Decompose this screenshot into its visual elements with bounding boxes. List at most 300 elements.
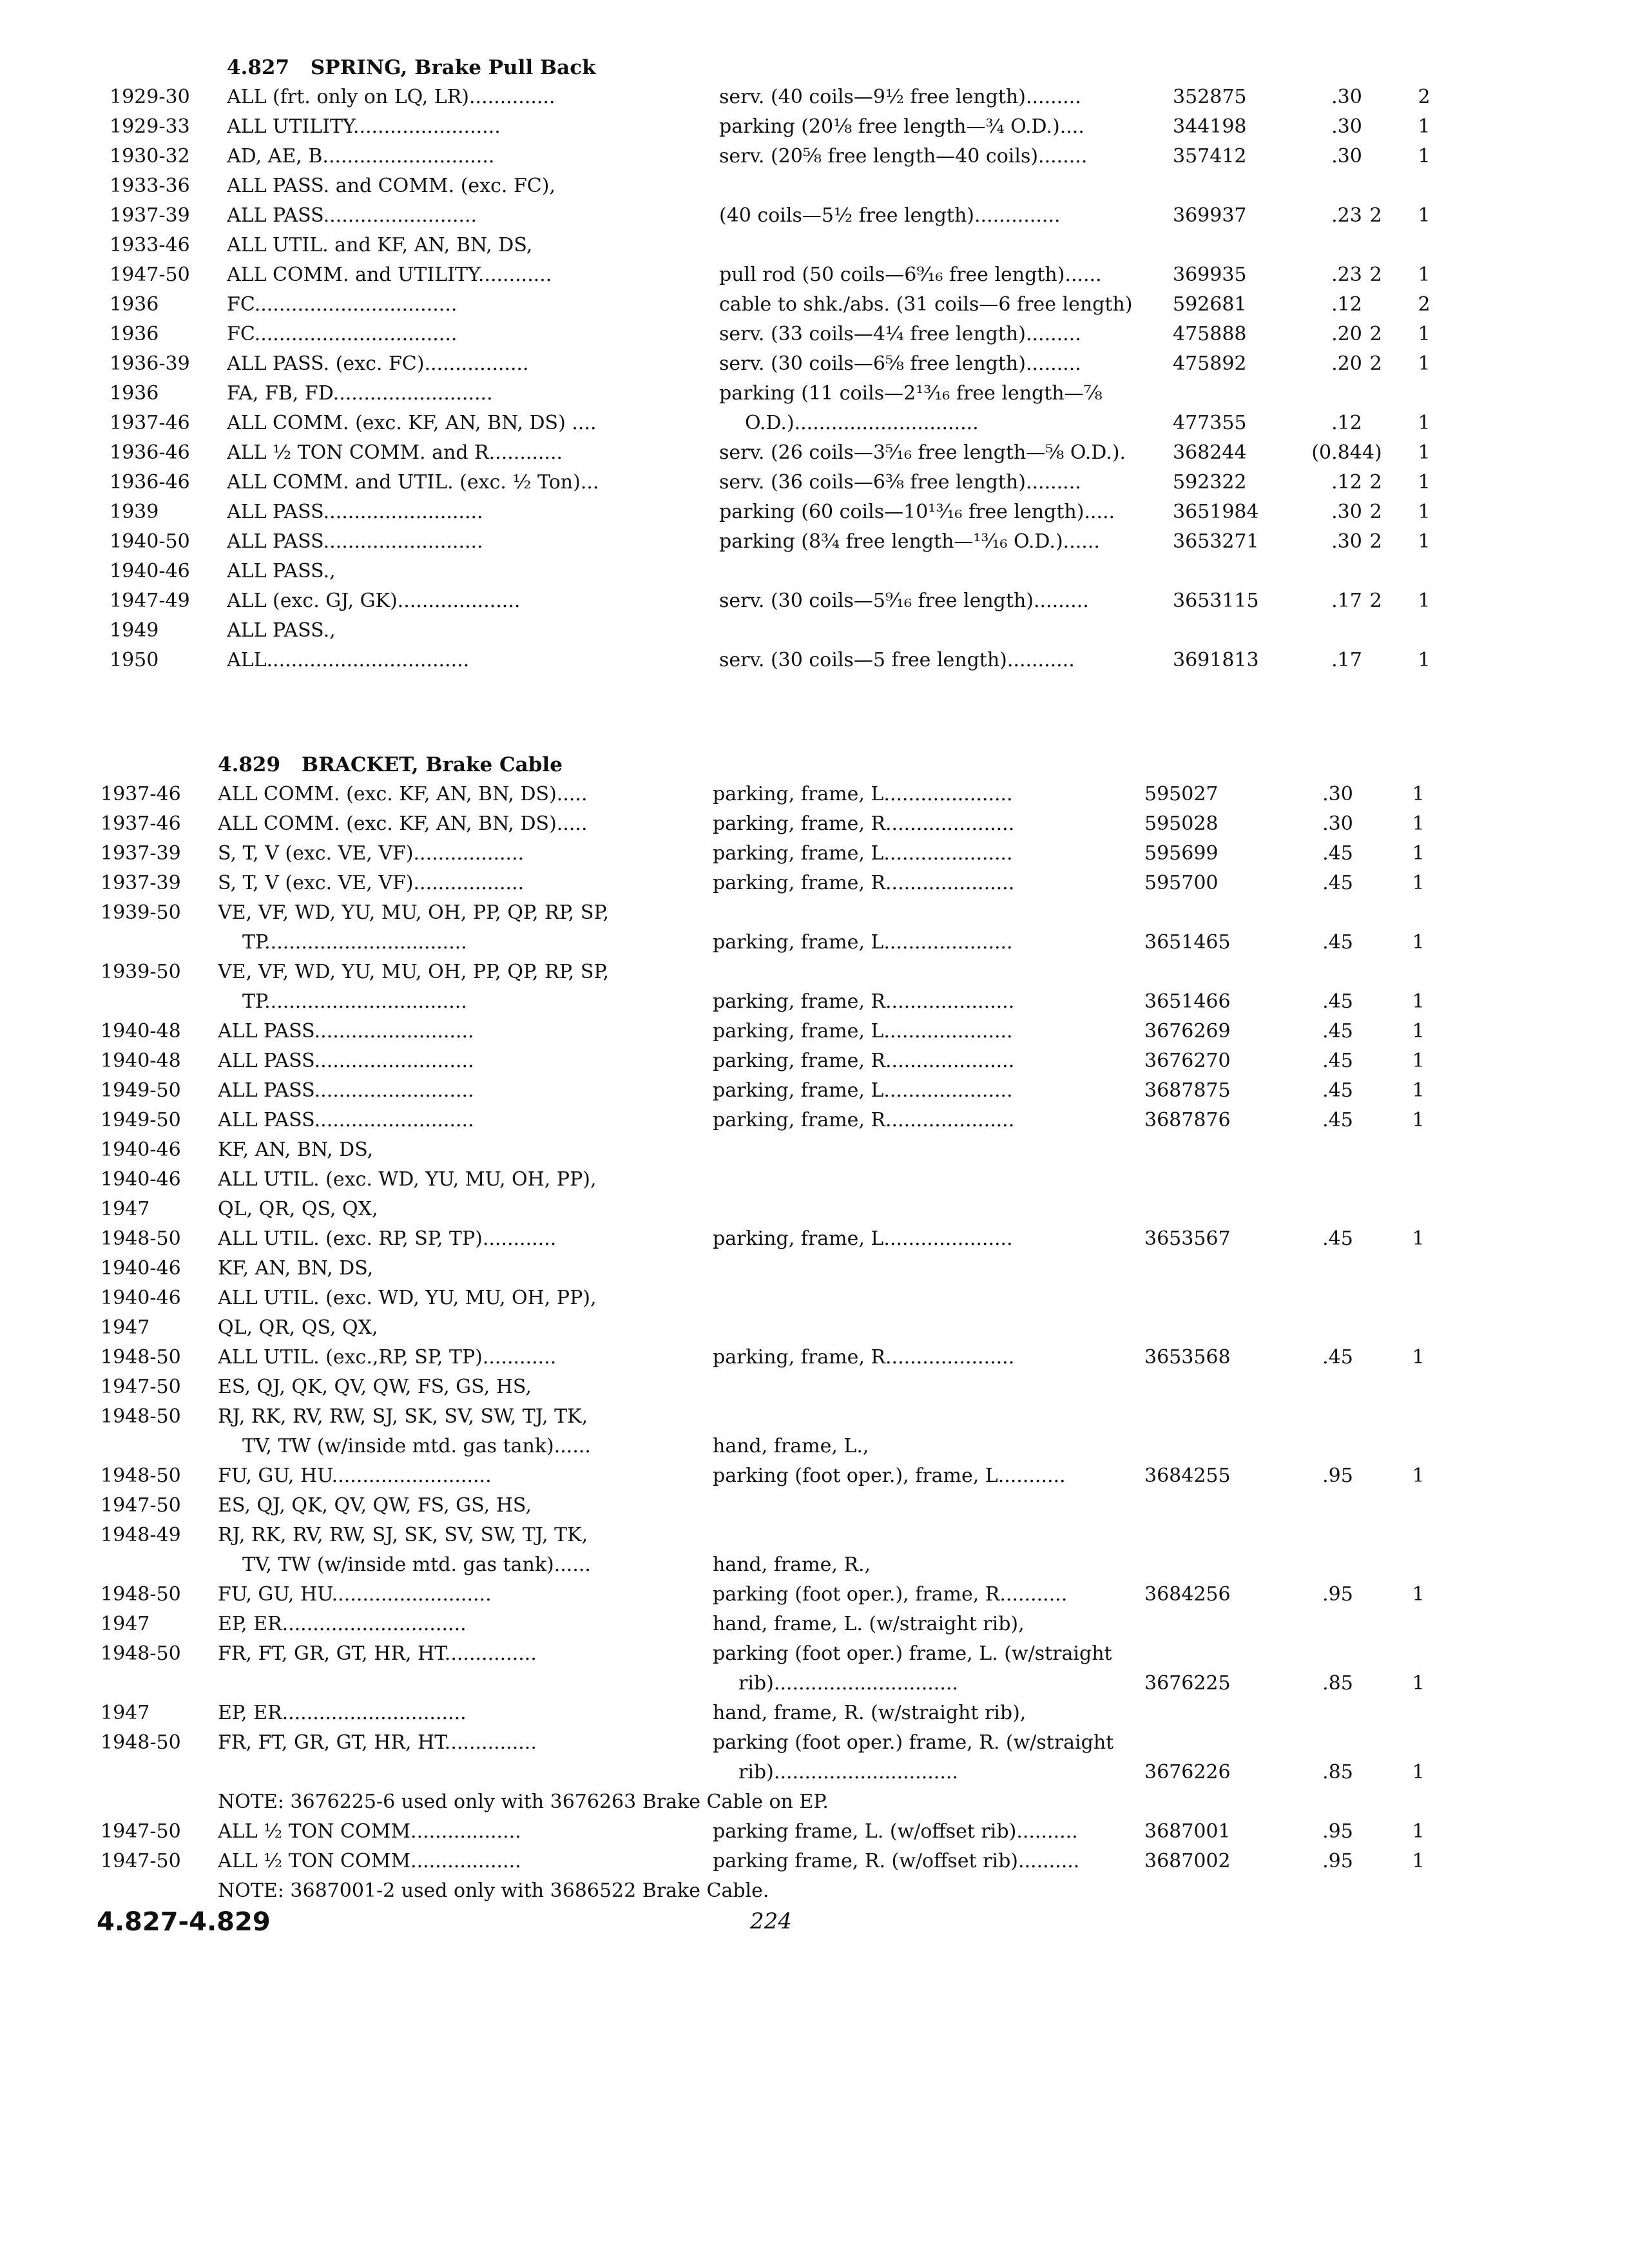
description-cell: parking frame, L. (w/offset rib).......... bbox=[713, 1820, 1078, 1843]
section-title: SPRING, Brake Pull Back bbox=[310, 56, 596, 79]
table-row bbox=[110, 646, 1592, 675]
description-cell: hand, frame, L., bbox=[713, 1435, 869, 1457]
table-row bbox=[101, 1343, 1583, 1372]
table-row bbox=[101, 1046, 1583, 1076]
model-cell: FC................................. bbox=[227, 323, 458, 345]
description-cell: parking, frame, R..................... bbox=[713, 872, 1015, 894]
model-cell: S, T, V (exc. VE, VF).................. bbox=[218, 872, 525, 894]
model-cell: KF, AN, BN, DS, bbox=[218, 1139, 374, 1161]
table-row bbox=[110, 379, 1592, 408]
price-cell: .45 bbox=[1322, 872, 1353, 894]
description-cell: O.D.).............................. bbox=[745, 412, 979, 434]
table-row bbox=[101, 898, 1583, 928]
model-cell: EP, ER.............................. bbox=[218, 1613, 467, 1635]
year-cell: 1936 bbox=[110, 323, 159, 345]
quantity-b-cell: 1 bbox=[1412, 1820, 1425, 1843]
section-title: BRACKET, Brake Cable bbox=[301, 753, 563, 776]
table-row bbox=[101, 1580, 1583, 1610]
quantity-a-cell: 2 bbox=[1369, 264, 1382, 286]
description-cell: parking (8¾ free length—¹³⁄₁₆ O.D.)...... bbox=[719, 530, 1100, 553]
year-cell: 1929-33 bbox=[110, 115, 190, 138]
part-number-cell: 595028 bbox=[1144, 812, 1219, 835]
model-cell: ALL (exc. GJ, GK).................... bbox=[227, 590, 521, 612]
model-cell: ALL COMM. and UTILITY............ bbox=[227, 264, 552, 286]
model-cell: TP................................. bbox=[242, 990, 467, 1013]
year-cell: 1937-46 bbox=[110, 412, 190, 434]
description-cell: parking (60 coils—10¹³⁄₁₆ free length)..... bbox=[719, 501, 1115, 523]
part-number-cell: 3676225 bbox=[1144, 1672, 1231, 1695]
model-cell: ALL PASS. and COMM. (exc. FC), bbox=[227, 175, 555, 197]
year-cell: 1936 bbox=[110, 382, 159, 405]
year-cell: 1940-48 bbox=[101, 1050, 181, 1072]
part-number-cell: 595700 bbox=[1144, 872, 1219, 894]
year-cell: 1937-39 bbox=[101, 872, 181, 894]
table-row bbox=[110, 231, 1592, 260]
description-cell: cable to shk./abs. (31 coils—6 free length) bbox=[719, 293, 1133, 316]
year-cell: 1929-30 bbox=[110, 86, 190, 108]
model-cell: ALL PASS......................... bbox=[227, 204, 477, 227]
description-cell: parking, frame, L..................... bbox=[713, 842, 1013, 865]
quantity-b-cell: 1 bbox=[1412, 1761, 1425, 1783]
description-cell: parking, frame, R..................... bbox=[713, 1109, 1015, 1131]
model-cell: ALL PASS.......................... bbox=[218, 1050, 474, 1072]
description-cell: parking, frame, L..................... bbox=[713, 1079, 1013, 1102]
model-cell: FR, FT, GR, GT, HR, HT............... bbox=[218, 1731, 537, 1754]
quantity-b-cell: 1 bbox=[1418, 471, 1431, 494]
table-row bbox=[110, 260, 1592, 290]
table-row bbox=[110, 349, 1592, 379]
table-row bbox=[101, 987, 1583, 1017]
part-number-cell: 592322 bbox=[1173, 471, 1247, 494]
description-cell: parking (foot oper.), frame, L........... bbox=[713, 1465, 1066, 1487]
table-row bbox=[101, 1669, 1583, 1698]
part-number-cell: 3651984 bbox=[1173, 501, 1259, 523]
table-row bbox=[110, 527, 1592, 557]
table-row bbox=[101, 1106, 1583, 1135]
model-cell: ALL COMM. (exc. KF, AN, BN, DS)..... bbox=[218, 783, 588, 805]
table-row bbox=[101, 1076, 1583, 1106]
catalog-note: NOTE: 3687001-2 used only with 3686522 Brake Cable. bbox=[218, 1879, 769, 1902]
price-cell: .45 bbox=[1322, 931, 1353, 954]
year-cell: 1937-46 bbox=[101, 812, 181, 835]
description-cell: serv. (33 coils—4¼ free length)......... bbox=[719, 323, 1081, 345]
model-cell: ALL PASS.......................... bbox=[218, 1020, 474, 1043]
description-cell: parking, frame, R..................... bbox=[713, 990, 1015, 1013]
quantity-b-cell: 1 bbox=[1418, 501, 1431, 523]
model-cell: ALL ½ TON COMM. and R............ bbox=[227, 441, 563, 464]
price-cell: .95 bbox=[1322, 1465, 1353, 1487]
price-cell: .30 bbox=[1331, 145, 1362, 168]
quantity-b-cell: 1 bbox=[1418, 441, 1431, 464]
quantity-b-cell: 1 bbox=[1412, 1050, 1425, 1072]
description-cell: hand, frame, L. (w/straight rib), bbox=[713, 1613, 1025, 1635]
year-cell: 1948-50 bbox=[101, 1405, 181, 1428]
model-cell: ALL COMM. (exc. KF, AN, BN, DS) .... bbox=[227, 412, 597, 434]
quantity-b-cell: 1 bbox=[1412, 872, 1425, 894]
table-row bbox=[101, 1758, 1583, 1787]
model-cell: ALL PASS.......................... bbox=[227, 530, 483, 553]
table-row bbox=[101, 1491, 1583, 1521]
model-cell: TV, TW (w/inside mtd. gas tank)...... bbox=[242, 1553, 591, 1576]
year-cell: 1936 bbox=[110, 293, 159, 316]
description-cell: serv. (40 coils—9½ free length)......... bbox=[719, 86, 1081, 108]
price-cell: .45 bbox=[1322, 1109, 1353, 1131]
quantity-b-cell: 1 bbox=[1418, 412, 1431, 434]
section-spring-brake-pull-back bbox=[110, 53, 1592, 675]
quantity-b-cell: 1 bbox=[1412, 1227, 1425, 1250]
year-cell: 1947-49 bbox=[110, 590, 190, 612]
quantity-a-cell: 2 bbox=[1369, 590, 1382, 612]
price-cell: .45 bbox=[1322, 842, 1353, 865]
part-number-cell: 3687001 bbox=[1144, 1820, 1231, 1843]
model-cell: TP................................. bbox=[242, 931, 467, 954]
year-cell: 1948-50 bbox=[101, 1465, 181, 1487]
year-cell: 1940-48 bbox=[101, 1020, 181, 1043]
year-cell: 1933-46 bbox=[110, 234, 190, 256]
description-cell: serv. (30 coils—5⁹⁄₁₆ free length)......... bbox=[719, 590, 1089, 612]
model-cell: RJ, RK, RV, RW, SJ, SK, SV, SW, TJ, TK, bbox=[218, 1524, 588, 1546]
model-cell: FC................................. bbox=[227, 293, 458, 316]
model-cell: VE, VF, WD, YU, MU, OH, PP, QP, RP, SP, bbox=[218, 961, 610, 983]
quantity-b-cell: 1 bbox=[1412, 1346, 1425, 1369]
model-cell: AD, AE, B............................ bbox=[227, 145, 495, 168]
part-number-cell: 368244 bbox=[1173, 441, 1247, 464]
price-cell: .17 bbox=[1331, 590, 1362, 612]
description-cell: parking frame, R. (w/offset rib).......... bbox=[713, 1850, 1080, 1872]
quantity-b-cell: 1 bbox=[1418, 590, 1431, 612]
year-cell: 1948-50 bbox=[101, 1731, 181, 1754]
table-row bbox=[101, 1372, 1583, 1402]
quantity-b-cell: 1 bbox=[1418, 352, 1431, 375]
year-cell: 1947 bbox=[101, 1316, 150, 1339]
quantity-a-cell: 2 bbox=[1369, 204, 1382, 227]
quantity-b-cell: 1 bbox=[1412, 1079, 1425, 1102]
footer-page-number: 224 bbox=[750, 1908, 792, 1934]
year-cell: 1937-39 bbox=[110, 204, 190, 227]
year-cell: 1948-50 bbox=[101, 1642, 181, 1665]
year-cell: 1940-46 bbox=[101, 1257, 181, 1280]
table-row bbox=[101, 809, 1583, 839]
quantity-a-cell: 2 bbox=[1369, 323, 1382, 345]
year-cell: 1947-50 bbox=[101, 1820, 181, 1843]
part-number-cell: 595027 bbox=[1144, 783, 1219, 805]
table-row bbox=[110, 557, 1592, 586]
year-cell: 1950 bbox=[110, 649, 159, 671]
description-cell: rib).............................. bbox=[738, 1672, 958, 1695]
description-cell: parking, frame, L..................... bbox=[713, 1020, 1013, 1043]
model-cell: ALL UTIL. (exc. RP, SP, TP)............ bbox=[218, 1227, 557, 1250]
model-cell: FR, FT, GR, GT, HR, HT............... bbox=[218, 1642, 537, 1665]
model-cell: ALL UTIL. (exc.,RP, SP, TP)............ bbox=[218, 1346, 557, 1369]
quantity-a-cell: 2 bbox=[1369, 471, 1382, 494]
price-cell: .95 bbox=[1322, 1583, 1353, 1606]
price-cell: .45 bbox=[1322, 1050, 1353, 1072]
catalog-note: NOTE: 3676225-6 used only with 3676263 Brake Cable on EP. bbox=[218, 1791, 829, 1813]
year-cell: 1947-50 bbox=[101, 1494, 181, 1517]
price-cell: .45 bbox=[1322, 1020, 1353, 1043]
table-row bbox=[110, 320, 1592, 349]
table-row bbox=[101, 1313, 1583, 1343]
price-cell: .30 bbox=[1331, 86, 1362, 108]
table-row bbox=[110, 290, 1592, 320]
model-cell: FU, GU, HU.......................... bbox=[218, 1583, 492, 1606]
model-cell: ALL PASS.......................... bbox=[218, 1079, 474, 1102]
year-cell: 1937-39 bbox=[101, 842, 181, 865]
price-cell: .30 bbox=[1322, 783, 1353, 805]
description-cell: parking (11 coils—2¹³⁄₁₆ free length—⅞ bbox=[719, 382, 1103, 405]
parts-list bbox=[101, 780, 1583, 1906]
quantity-b-cell: 1 bbox=[1418, 115, 1431, 138]
price-cell: .95 bbox=[1322, 1820, 1353, 1843]
model-cell: ALL ½ TON COMM.................. bbox=[218, 1850, 521, 1872]
part-number-cell: 3676226 bbox=[1144, 1761, 1231, 1783]
model-cell: ALL ½ TON COMM.................. bbox=[218, 1820, 521, 1843]
description-cell: parking (foot oper.) frame, R. (w/straight bbox=[713, 1731, 1114, 1754]
year-cell: 1947 bbox=[101, 1702, 150, 1724]
description-cell: pull rod (50 coils—6⁹⁄₁₆ free length)...... bbox=[719, 264, 1102, 286]
price-cell: .23 bbox=[1331, 264, 1362, 286]
table-row bbox=[110, 586, 1592, 616]
description-cell: serv. (20⅝ free length—40 coils)........ bbox=[719, 145, 1088, 168]
part-number-cell: 3684255 bbox=[1144, 1465, 1231, 1487]
price-cell: .45 bbox=[1322, 990, 1353, 1013]
quantity-b-cell: 1 bbox=[1412, 1109, 1425, 1131]
table-row bbox=[110, 497, 1592, 527]
part-number-cell: 3653271 bbox=[1173, 530, 1259, 553]
table-row bbox=[101, 1432, 1583, 1461]
year-cell: 1939-50 bbox=[101, 901, 181, 924]
description-cell: parking, frame, L..................... bbox=[713, 783, 1013, 805]
table-row bbox=[101, 1817, 1583, 1847]
model-cell: ALL UTIL. (exc. WD, YU, MU, OH, PP), bbox=[218, 1287, 597, 1309]
year-cell: 1940-50 bbox=[110, 530, 190, 553]
model-cell: ALL UTIL. (exc. WD, YU, MU, OH, PP), bbox=[218, 1168, 597, 1191]
model-cell: ALL................................. bbox=[227, 649, 470, 671]
table-row bbox=[101, 869, 1583, 898]
year-cell: 1948-50 bbox=[101, 1227, 181, 1250]
table-row bbox=[101, 780, 1583, 809]
quantity-b-cell: 1 bbox=[1418, 323, 1431, 345]
model-cell: ES, QJ, QK, QV, QW, FS, GS, HS, bbox=[218, 1376, 532, 1398]
table-row bbox=[101, 1254, 1583, 1283]
quantity-b-cell: 1 bbox=[1412, 1672, 1425, 1695]
quantity-b-cell: 2 bbox=[1418, 86, 1431, 108]
section-bracket-brake-cable bbox=[101, 750, 1583, 1906]
year-cell: 1936-39 bbox=[110, 352, 190, 375]
quantity-b-cell: 2 bbox=[1418, 293, 1431, 316]
table-row bbox=[110, 112, 1592, 142]
year-cell: 1937-46 bbox=[101, 783, 181, 805]
year-cell: 1939-50 bbox=[101, 961, 181, 983]
table-row bbox=[110, 438, 1592, 468]
model-cell: FA, FB, FD.......................... bbox=[227, 382, 493, 405]
year-cell: 1949 bbox=[110, 619, 159, 642]
table-row bbox=[101, 957, 1583, 987]
model-cell: FU, GU, HU.......................... bbox=[218, 1465, 492, 1487]
year-cell: 1930-32 bbox=[110, 145, 190, 168]
price-cell: .85 bbox=[1322, 1672, 1353, 1695]
description-cell: (40 coils—5½ free length).............. bbox=[719, 204, 1061, 227]
price-cell: .20 bbox=[1331, 323, 1362, 345]
table-row bbox=[101, 1521, 1583, 1550]
model-cell: S, T, V (exc. VE, VF).................. bbox=[218, 842, 525, 865]
quantity-a-cell: 2 bbox=[1369, 501, 1382, 523]
part-number-cell: 3676270 bbox=[1144, 1050, 1231, 1072]
quantity-b-cell: 1 bbox=[1412, 842, 1425, 865]
quantity-b-cell: 1 bbox=[1412, 990, 1425, 1013]
price-cell: .45 bbox=[1322, 1346, 1353, 1369]
description-cell: hand, frame, R. (w/straight rib), bbox=[713, 1702, 1027, 1724]
model-cell: QL, QR, QS, QX, bbox=[218, 1316, 378, 1339]
quantity-a-cell: 2 bbox=[1369, 352, 1382, 375]
table-row bbox=[101, 1639, 1583, 1669]
price-cell: .95 bbox=[1322, 1850, 1353, 1872]
description-cell: parking (foot oper.) frame, L. (w/straight bbox=[713, 1642, 1112, 1665]
price-cell: .12 bbox=[1331, 412, 1362, 434]
description-cell: parking (foot oper.), frame, R........... bbox=[713, 1583, 1068, 1606]
model-cell: RJ, RK, RV, RW, SJ, SK, SV, SW, TJ, TK, bbox=[218, 1405, 588, 1428]
model-cell: ALL UTILITY........................ bbox=[227, 115, 501, 138]
part-number-cell: 344198 bbox=[1173, 115, 1247, 138]
price-cell: .30 bbox=[1331, 115, 1362, 138]
year-cell: 1947-50 bbox=[110, 264, 190, 286]
price-cell: .30 bbox=[1331, 501, 1362, 523]
quantity-b-cell: 1 bbox=[1412, 783, 1425, 805]
model-cell: KF, AN, BN, DS, bbox=[218, 1257, 374, 1280]
price-cell: .23 bbox=[1331, 204, 1362, 227]
model-cell: ALL (frt. only on LQ, LR).............. bbox=[227, 86, 555, 108]
price-cell: (0.844) bbox=[1311, 441, 1382, 464]
year-cell: 1936-46 bbox=[110, 441, 190, 464]
year-cell: 1947-50 bbox=[101, 1376, 181, 1398]
year-cell: 1940-46 bbox=[101, 1168, 181, 1191]
part-number-cell: 592681 bbox=[1173, 293, 1247, 316]
part-number-cell: 3651465 bbox=[1144, 931, 1231, 954]
description-cell: parking, frame, R..................... bbox=[713, 1050, 1015, 1072]
year-cell: 1947-50 bbox=[101, 1850, 181, 1872]
description-cell: parking, frame, R..................... bbox=[713, 1346, 1015, 1369]
model-cell: ALL PASS. (exc. FC)................. bbox=[227, 352, 529, 375]
part-number-cell: 3653115 bbox=[1173, 590, 1259, 612]
year-cell: 1940-46 bbox=[101, 1287, 181, 1309]
year-cell: 1933-36 bbox=[110, 175, 190, 197]
part-number-cell: 475892 bbox=[1173, 352, 1247, 375]
description-cell: parking, frame, L..................... bbox=[713, 931, 1013, 954]
description-cell: serv. (30 coils—6⅝ free length)......... bbox=[719, 352, 1081, 375]
year-cell: 1936-46 bbox=[110, 471, 190, 494]
year-cell: 1940-46 bbox=[101, 1139, 181, 1161]
model-cell: ALL PASS.......................... bbox=[218, 1109, 474, 1131]
description-cell: hand, frame, R., bbox=[713, 1553, 871, 1576]
table-row bbox=[101, 1402, 1583, 1432]
model-cell: ALL PASS., bbox=[227, 619, 336, 642]
table-row bbox=[101, 1550, 1583, 1580]
quantity-b-cell: 1 bbox=[1412, 931, 1425, 954]
quantity-b-cell: 1 bbox=[1418, 204, 1431, 227]
year-cell: 1948-50 bbox=[101, 1346, 181, 1369]
table-row bbox=[110, 616, 1592, 646]
table-row bbox=[110, 408, 1592, 438]
year-cell: 1949-50 bbox=[101, 1109, 181, 1131]
model-cell: ALL PASS., bbox=[227, 560, 336, 582]
part-number-cell: 3687875 bbox=[1144, 1079, 1231, 1102]
model-cell: ALL COMM. (exc. KF, AN, BN, DS)..... bbox=[218, 812, 588, 835]
table-row bbox=[101, 928, 1583, 957]
year-cell: 1939 bbox=[110, 501, 159, 523]
part-number-cell: 3691813 bbox=[1173, 649, 1259, 671]
table-row bbox=[101, 1461, 1583, 1491]
quantity-b-cell: 1 bbox=[1418, 264, 1431, 286]
part-number-cell: 352875 bbox=[1173, 86, 1247, 108]
price-cell: .17 bbox=[1331, 649, 1362, 671]
section-heading bbox=[227, 53, 1592, 82]
year-cell: 1948-49 bbox=[101, 1524, 181, 1546]
quantity-b-cell: 1 bbox=[1412, 812, 1425, 835]
quantity-b-cell: 1 bbox=[1412, 1020, 1425, 1043]
quantity-b-cell: 1 bbox=[1412, 1850, 1425, 1872]
quantity-b-cell: 1 bbox=[1418, 145, 1431, 168]
year-cell: 1949-50 bbox=[101, 1079, 181, 1102]
price-cell: .12 bbox=[1331, 471, 1362, 494]
price-cell: .30 bbox=[1322, 812, 1353, 835]
part-number-cell: 3684256 bbox=[1144, 1583, 1231, 1606]
table-row bbox=[101, 1283, 1583, 1313]
model-cell: ALL PASS.......................... bbox=[227, 501, 483, 523]
section-number: 4.827 bbox=[227, 56, 290, 79]
description-cell: parking, frame, R..................... bbox=[713, 812, 1015, 835]
table-row bbox=[101, 1017, 1583, 1046]
year-cell: 1940-46 bbox=[110, 560, 190, 582]
quantity-b-cell: 1 bbox=[1418, 649, 1431, 671]
table-row bbox=[101, 1135, 1583, 1165]
table-row bbox=[110, 82, 1592, 112]
part-number-cell: 3687002 bbox=[1144, 1850, 1231, 1872]
part-number-cell: 595699 bbox=[1144, 842, 1219, 865]
price-cell: .45 bbox=[1322, 1079, 1353, 1102]
table-row bbox=[101, 1698, 1583, 1728]
table-row bbox=[101, 1847, 1583, 1876]
parts-list bbox=[110, 82, 1592, 675]
footer-section-range: 4.827-4.829 bbox=[97, 1907, 271, 1937]
table-row bbox=[101, 1224, 1583, 1254]
table-row bbox=[101, 1195, 1583, 1224]
price-cell: .20 bbox=[1331, 352, 1362, 375]
year-cell: 1947 bbox=[101, 1198, 150, 1220]
description-cell: serv. (30 coils—5 free length)........... bbox=[719, 649, 1075, 671]
table-row bbox=[110, 171, 1592, 201]
part-number-cell: 369937 bbox=[1173, 204, 1247, 227]
part-number-cell: 3653567 bbox=[1144, 1227, 1231, 1250]
price-cell: .85 bbox=[1322, 1761, 1353, 1783]
price-cell: .30 bbox=[1331, 530, 1362, 553]
model-cell: EP, ER.............................. bbox=[218, 1702, 467, 1724]
description-cell: parking, frame, L..................... bbox=[713, 1227, 1013, 1250]
section-number: 4.829 bbox=[218, 753, 281, 776]
year-cell: 1948-50 bbox=[101, 1583, 181, 1606]
part-number-cell: 357412 bbox=[1173, 145, 1247, 168]
table-row bbox=[110, 201, 1592, 231]
model-cell: ALL UTIL. and KF, AN, BN, DS, bbox=[227, 234, 533, 256]
section-heading bbox=[218, 750, 1583, 780]
table-row bbox=[101, 1728, 1583, 1758]
model-cell: TV, TW (w/inside mtd. gas tank)...... bbox=[242, 1435, 591, 1457]
model-cell: ALL COMM. and UTIL. (exc. ½ Ton)... bbox=[227, 471, 599, 494]
part-number-cell: 3653568 bbox=[1144, 1346, 1231, 1369]
model-cell: ES, QJ, QK, QV, QW, FS, GS, HS, bbox=[218, 1494, 532, 1517]
part-number-cell: 3687876 bbox=[1144, 1109, 1231, 1131]
part-number-cell: 475888 bbox=[1173, 323, 1247, 345]
price-cell: .45 bbox=[1322, 1227, 1353, 1250]
